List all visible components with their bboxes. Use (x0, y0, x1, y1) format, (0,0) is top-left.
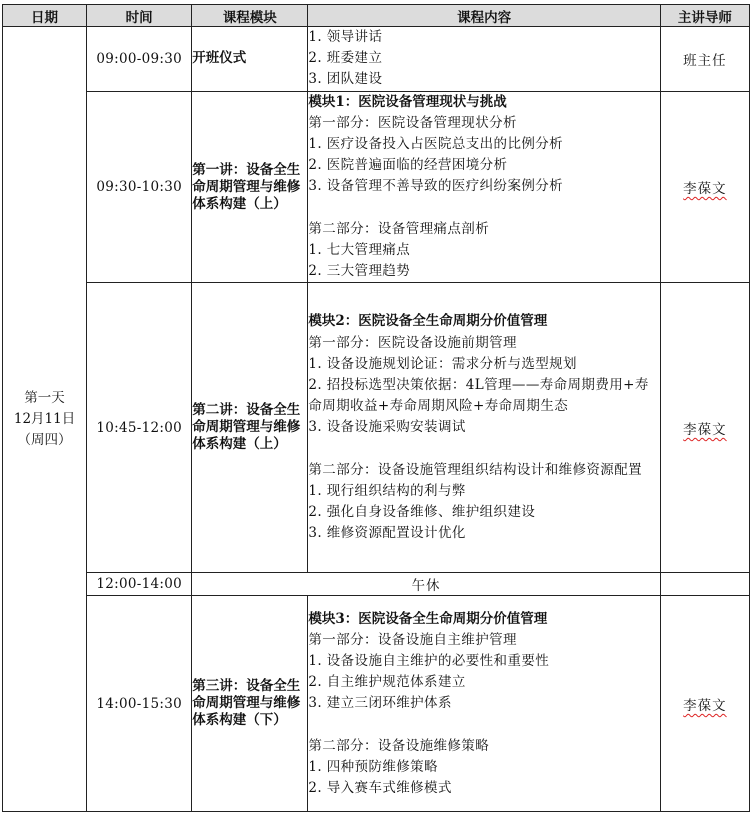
time-cell: 12:00-14:00 (87, 573, 192, 596)
schedule-row-opening (3, 27, 750, 92)
teacher-name: 班主任 (683, 52, 727, 69)
content-cell (308, 27, 660, 92)
content-cell (308, 91, 660, 283)
content-line: 2. 招投标选型决策依据：4L管理——寿命周期费用+寿命周期收益+寿命周期风险+寿命周期生态 (308, 376, 649, 415)
content-line: 3. 设备设施采购安装调试 (308, 419, 466, 436)
module-cell: 第三讲：设备全生命周期管理与维修体系构建（下） (192, 596, 308, 812)
content-spacer (308, 198, 659, 219)
content-line: 2. 班委建立 (308, 50, 383, 67)
teacher-cell (660, 596, 749, 812)
teacher-name: 李葆文 (683, 421, 727, 438)
content-cell (308, 283, 660, 573)
module-cell: 第二讲：设备全生命周期管理与维修体系构建（上） (192, 283, 308, 573)
content-line: 2. 自主维护规范体系建立 (308, 674, 466, 691)
content-line: 1. 设备设施自主维护的必要性和重要性 (308, 652, 550, 669)
teacher-cell (660, 91, 749, 283)
content-line: 1. 七大管理痛点 (308, 242, 411, 259)
time-cell: 14:00-15:30 (87, 596, 192, 812)
content-line: 1. 现行组织结构的利与弊 (308, 482, 466, 499)
lunch-cell: 午休 (192, 573, 661, 596)
content-module-heading: 模块2：医院设备全生命周期分价值管理 (308, 313, 548, 330)
content-line: 1. 设备设施规划论证：需求分析与选型规划 (308, 355, 577, 372)
schedule-row-lecture-1 (3, 91, 750, 283)
content-module-heading: 模块1：医院设备管理现状与挑战 (308, 93, 507, 110)
header-teacher: 主讲导师 (660, 5, 749, 27)
content-line: 1. 四种预防维修策略 (308, 758, 438, 775)
content-spacer (308, 439, 659, 460)
schedule-row-lecture-2 (3, 283, 750, 573)
content-line: 1. 医疗设备投入占医院总支出的比例分析 (308, 136, 564, 153)
content-line: 第二部分：设备设施维修策略 (308, 737, 490, 754)
content-line: 第一部分：医院设备管理现状分析 (308, 114, 517, 131)
header-content: 课程内容 (308, 5, 660, 27)
content-line: 2. 医院普遍面临的经营困境分析 (308, 157, 508, 174)
day-label: 第一天 (24, 389, 65, 406)
header-time: 时间 (87, 5, 192, 27)
day-weekday: （周四） (17, 431, 72, 448)
content-line: 3. 设备管理不善导致的医疗纠纷案例分析 (308, 178, 564, 195)
content-line: 1. 领导讲话 (308, 29, 383, 45)
header-row (3, 5, 750, 27)
content-line: 第一部分：医院设备设施前期管理 (308, 334, 517, 351)
content-line: 2. 强化自身设备维修、维护组织建设 (308, 504, 536, 521)
time-cell: 10:45-12:00 (87, 283, 192, 573)
content-line: 2. 导入赛车式维修模式 (308, 780, 452, 797)
header-date: 日期 (3, 5, 87, 27)
content-spacer (308, 715, 659, 736)
time-cell: 09:30-10:30 (87, 91, 192, 283)
teacher-name: 李葆文 (683, 181, 727, 198)
module-cell: 开班仪式 (192, 27, 308, 92)
teacher-cell-empty (660, 573, 749, 596)
content-cell (308, 596, 660, 812)
content-line: 3. 团队建设 (308, 71, 383, 88)
course-schedule-table (2, 4, 750, 812)
teacher-cell (660, 27, 749, 92)
teacher-cell (660, 283, 749, 573)
content-module-heading: 模块3：医院设备全生命周期分价值管理 (308, 610, 548, 627)
schedule-row-lunch (3, 573, 750, 596)
module-cell: 第一讲：设备全生命周期管理与维修体系构建（上） (192, 91, 308, 283)
content-line: 3. 建立三闭环维护体系 (308, 695, 452, 712)
content-line: 3. 维修资源配置设计优化 (308, 525, 466, 542)
day-date: 12月11日 (13, 410, 76, 427)
content-line: 2. 三大管理趋势 (308, 263, 411, 280)
content-line: 第一部分：设备设施自主维护管理 (308, 631, 517, 648)
content-line: 第二部分：设备管理痛点剖析 (308, 220, 490, 237)
content-line: 第二部分：设备设施管理组织结构设计和维修资源配置 (308, 461, 642, 478)
teacher-name: 李葆文 (683, 697, 727, 714)
schedule-row-lecture-3 (3, 596, 750, 812)
day-cell (3, 27, 87, 812)
header-module: 课程模块 (192, 5, 308, 27)
time-cell: 09:00-09:30 (87, 27, 192, 92)
